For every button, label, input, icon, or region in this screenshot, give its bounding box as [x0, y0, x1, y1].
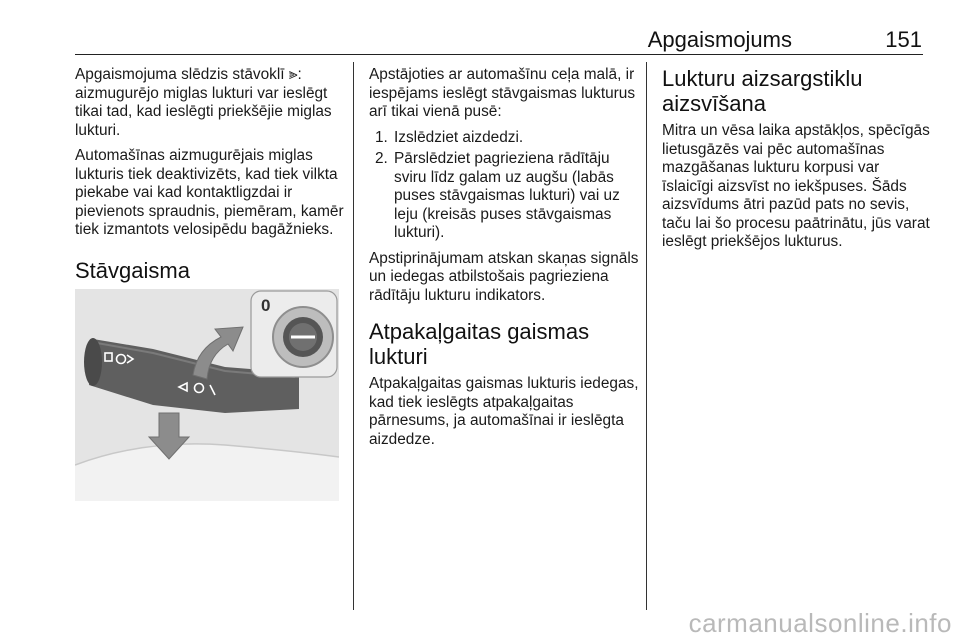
page-number: 151: [885, 27, 922, 52]
header-rule: [75, 54, 923, 55]
rear-fog-light-icon: ⫸: [288, 66, 298, 83]
column-divider-1: [353, 62, 354, 610]
dial-position-label: 0: [261, 295, 271, 315]
section-heading-lens-fogging: Lukturu aizsargstiklu aizsvīšana: [662, 66, 863, 116]
lever-end-cap: [84, 338, 102, 386]
turn-signal-lever-illustration: [75, 289, 339, 501]
parking-light-intro: Apstājoties ar automašīnu ceļa malā, ir iespējams ieslēgt stāvgaismas lukturus arī tikai vienā pusē:: [369, 66, 636, 120]
column-1: [75, 66, 347, 501]
list-item: 2. Pārslēdziet pagrieziena rādītāju sviru līdz galam uz augšu (labās puses stāvgaismas lukturi) vai uz leju (kreisās puses stāvgaismas lukturi).: [375, 150, 620, 241]
section-heading-reversing-lights: Atpakaļgaitas gaismas lukturi: [369, 319, 590, 369]
section-heading-parking-light: Stāvgaisma: [75, 257, 190, 283]
fog-light-deactivation-paragraph: Automašīnas aizmugurējais miglas lukturis tiek deaktivizēts, kad tiek vilkta piekabe vai kad kontaktligzdai ir pievienots spraudnis, piemēram, kamēr tiek izmantots velosipēdu bagāžnieks.: [75, 147, 344, 238]
column-divider-2: [646, 62, 647, 610]
lens-fogging-paragraph: Mitra un vēsa laika apstākļos, spēcīgās lietusgāzēs vai pēc automašīnas mazgāšanas lukturu korpusi var īslaicīgi aizsvīst no iekšpuses. Šāds aizsvīdums ātri pazūd pats no sevis, taču lai šo procesu paātrinātu, jūs varat ieslēgt priekšējos lukturus.: [662, 122, 930, 250]
header-title: Apgaismojums: [647, 27, 792, 52]
fog-light-paragraph: Apgaismojuma slēdzis stāvoklī ⫸: aizmugurējo miglas lukturi var ieslēgt tikai tad, kad ieslēgti priekšējie miglas lukturi.: [75, 66, 332, 139]
reversing-lights-paragraph: Atpakaļgaitas gaismas lukturis iedegas, kad tiek ieslēgts atpakaļgaitas pārnesums, ja automašīnai ir ieslēgta aizdedze.: [369, 375, 639, 448]
list-item: 1. Izslēdziet aizdedzi.: [375, 128, 524, 146]
watermark: carmanualsonline.info: [688, 608, 952, 638]
column-2: [369, 66, 641, 456]
column-3: [662, 66, 930, 259]
confirmation-paragraph: Apstiprinājumam atskan skaņas signāls un iedegas atbilstošais pagrieziena rādītāju lukturu indikators.: [369, 249, 639, 304]
parking-light-steps: [369, 129, 641, 243]
